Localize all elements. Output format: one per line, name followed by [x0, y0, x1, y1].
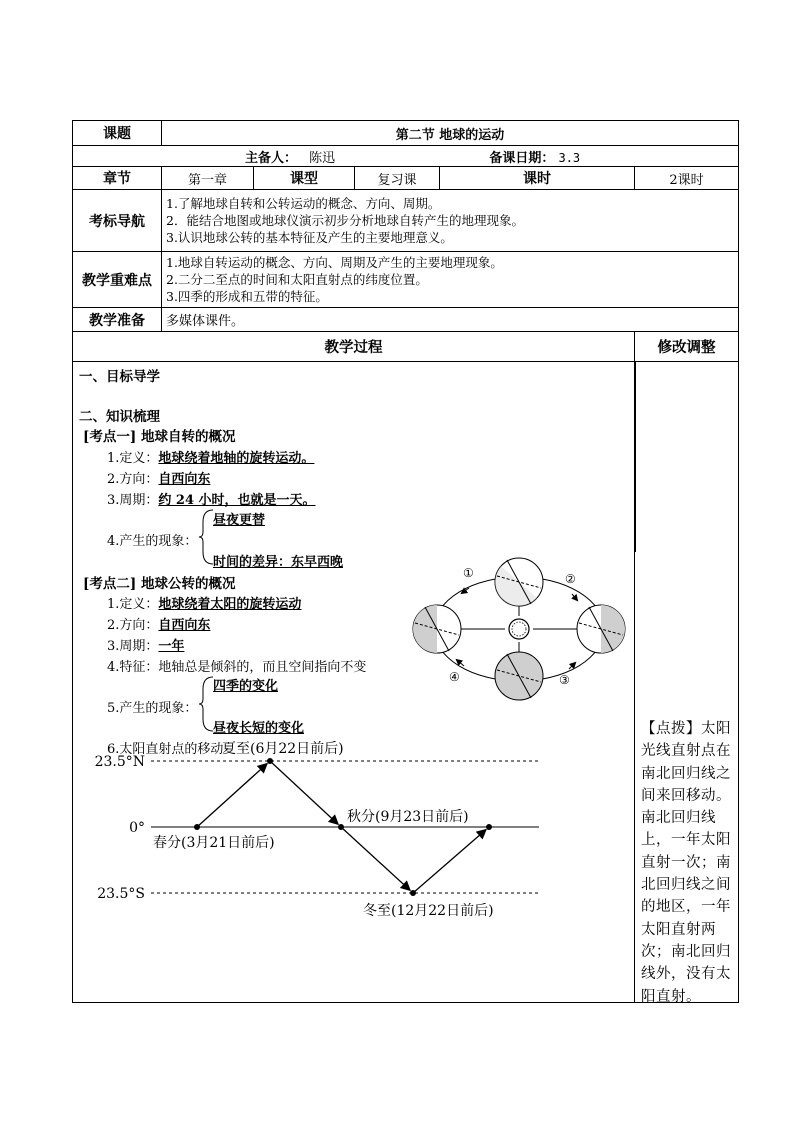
path-segment	[270, 761, 338, 824]
prep-value: 多媒体课件。	[162, 308, 739, 332]
k2-def-row	[107, 593, 301, 612]
preparer-name: 陈迅	[309, 150, 336, 166]
k1-phen1: 昼夜更替	[213, 513, 266, 528]
k1-def-row	[107, 447, 314, 466]
point-label: 冬至(12月22日前后)	[363, 903, 494, 919]
standards-content	[162, 190, 739, 252]
k2-dir-row	[107, 614, 210, 633]
topic-label: 课题	[73, 121, 162, 146]
date-value: 3.3	[558, 150, 581, 165]
data-point	[194, 824, 200, 830]
keypoints-item: 1.地球自转运动的概念、方向、周期及产生的主要地理现象。	[166, 255, 503, 270]
process-header: 教学过程	[73, 332, 635, 362]
standards-item: 1.了解地球自转和公转运动的概念、方向、周期。	[166, 196, 441, 211]
earth-icon-bottom	[495, 652, 543, 700]
data-point	[267, 758, 273, 764]
keypoints-item: 3.四季的形成和五带的特征。	[166, 289, 328, 304]
k1-per-label: 3.周期：	[107, 493, 159, 508]
data-point	[338, 824, 344, 830]
k1-per: 约 24 小时，也就是一天。	[158, 493, 316, 508]
preparer-label: 主备人：	[245, 150, 298, 166]
preparer-row	[73, 146, 739, 167]
k2-phen-label: 5.产生的现象：	[107, 701, 198, 716]
prep-label: 教学准备	[73, 308, 162, 332]
k2-move: 6.太阳直射点的移动	[107, 742, 224, 757]
lesson-plan-table	[72, 120, 739, 1003]
orbit-label-1: ①	[463, 566, 474, 580]
type-label: 课型	[254, 167, 355, 190]
path-segment	[341, 827, 410, 890]
k2-feat: 4.特征：地轴总是倾斜的，而且空间指向不变	[107, 660, 367, 675]
section-goal: 一、目标导学	[79, 369, 160, 385]
y-tick-label: 0°	[129, 820, 145, 836]
path-segment	[413, 830, 486, 893]
k1-dir: 自西向东	[158, 472, 211, 487]
k1-per-row	[107, 489, 316, 508]
k1-def-label: 1.定义：	[107, 451, 159, 466]
data-point	[410, 890, 416, 896]
topic-value: 第二节 地球的运动	[162, 121, 739, 146]
point-label: 夏至(6月22日前后)	[222, 741, 344, 757]
sun-icon	[509, 619, 529, 639]
orbit-label-2: ②	[565, 572, 576, 586]
keypoints-label: 教学重难点	[73, 252, 162, 308]
k1-dir-row	[107, 468, 210, 487]
orbit-label-4: ④	[449, 670, 460, 684]
k2-dir-label: 2.方向：	[107, 618, 159, 633]
standards-item: 3.认识地球公转的基本特征及产生的主要地理意义。	[166, 230, 453, 245]
earth-icon-top	[495, 558, 543, 606]
chapter-label: 章节	[73, 167, 162, 190]
point-label: 春分(3月21日前后)	[153, 835, 275, 851]
earth-icon-left	[413, 605, 461, 653]
k2-per: 一年	[158, 639, 185, 654]
standards-item: 2．能结合地图或地球仪演示初步分析地球自转产生的地理现象。	[166, 213, 524, 228]
keypoints-item: 2.二分二至点的时间和太阳直射点的纬度位置。	[166, 272, 428, 287]
orbit-label-3: ③	[559, 673, 570, 687]
y-tick-label: 23.5°S	[97, 886, 145, 902]
k1-phen-label: 4.产生的现象：	[107, 534, 198, 549]
process-content	[73, 362, 635, 1003]
k2-def: 地球绕着太阳的旋转运动	[158, 597, 302, 612]
keypoints-content	[162, 252, 739, 308]
k1-title: [考点一] 地球自转的概况	[83, 429, 236, 445]
tip-text: 【点拨】太阳光线直射点在南北回归线之间来回移动。南北回归线上，一年太阳直射一次；南北回归线之间的地区，一年太阳直射两次；南北回归线外，没有太阳直射。	[641, 721, 731, 1005]
section-knowledge: 二、知识梳理	[79, 409, 160, 425]
type-value: 复习课	[355, 167, 440, 190]
k2-def-label: 1.定义：	[107, 597, 159, 612]
standards-label: 考标导航	[73, 190, 162, 252]
date-label: 备课日期：	[489, 150, 555, 166]
hours-label: 课时	[440, 167, 635, 190]
k1-def: 地球绕着地轴的旋转运动。	[158, 451, 315, 466]
earth-icon-right	[577, 605, 625, 653]
k2-per-row	[107, 635, 184, 654]
orbit-diagram	[409, 554, 629, 694]
k2-title: [考点二] 地球公转的概况	[83, 576, 236, 592]
path-segment	[197, 764, 267, 827]
chapter-value: 第一章	[162, 167, 254, 190]
data-point	[486, 824, 492, 830]
k2-per-label: 3.周期：	[107, 639, 159, 654]
lesson-plan	[72, 120, 738, 1003]
k2-dir: 自西向东	[158, 618, 211, 633]
adjust-content	[635, 362, 739, 1003]
k2-phen2: 昼夜长短的变化	[213, 721, 305, 736]
y-tick-label: 23.5°N	[94, 754, 145, 770]
adjust-header: 修改调整	[635, 332, 739, 362]
k2-phen1: 四季的变化	[213, 679, 279, 694]
point-label: 秋分(9月23日前后)	[347, 809, 469, 825]
k1-dir-label: 2.方向：	[107, 472, 159, 487]
k1-phen2: 时间的差异：东早西晚	[213, 555, 344, 570]
hours-value: 2课时	[635, 167, 739, 190]
